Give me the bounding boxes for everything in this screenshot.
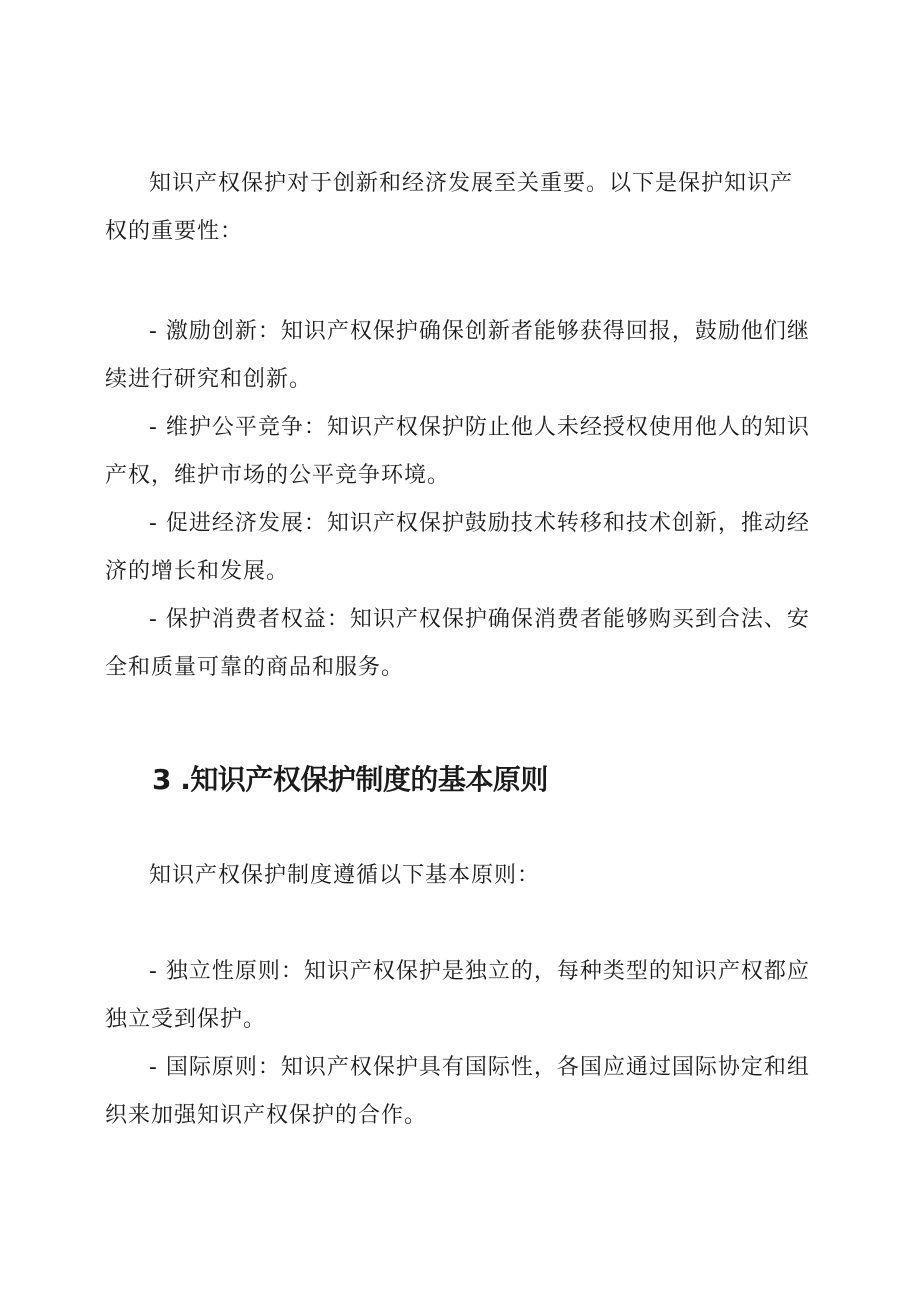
importance-item-economic-development: - 促进经济发展：知识产权保护鼓励技术转移和技术创新，推动经济的增长和发展。	[105, 511, 810, 584]
principles-intro-paragraph: 知识产权保护制度遵循以下基本原则：	[149, 863, 541, 888]
principle-item-international: - 国际原则：知识产权保护具有国际性，各国应通过国际协定和组织来加强知识产权保护的合作。	[105, 1055, 810, 1128]
importance-item-consumer-rights: - 保护消费者权益：知识产权保护确保消费者能够购买到合法、安全和质量可靠的商品和服务。	[105, 607, 810, 680]
section-heading: 3 .知识产权保护制度的基本原则	[152, 763, 548, 796]
importance-item-innovation: - 激励创新：知识产权保护确保创新者能够获得回报，鼓励他们继续进行研究和创新。	[105, 319, 810, 392]
intro-paragraph: 知识产权保护对于创新和经济发展至关重要。以下是保护知识产权的重要性：	[105, 171, 794, 244]
importance-item-fair-competition: - 维护公平竞争：知识产权保护防止他人未经授权使用他人的知识产权，维护市场的公平竞争环境。	[105, 415, 810, 488]
principle-item-independence: - 独立性原则：知识产权保护是独立的，每种类型的知识产权都应独立受到保护。	[105, 959, 810, 1032]
